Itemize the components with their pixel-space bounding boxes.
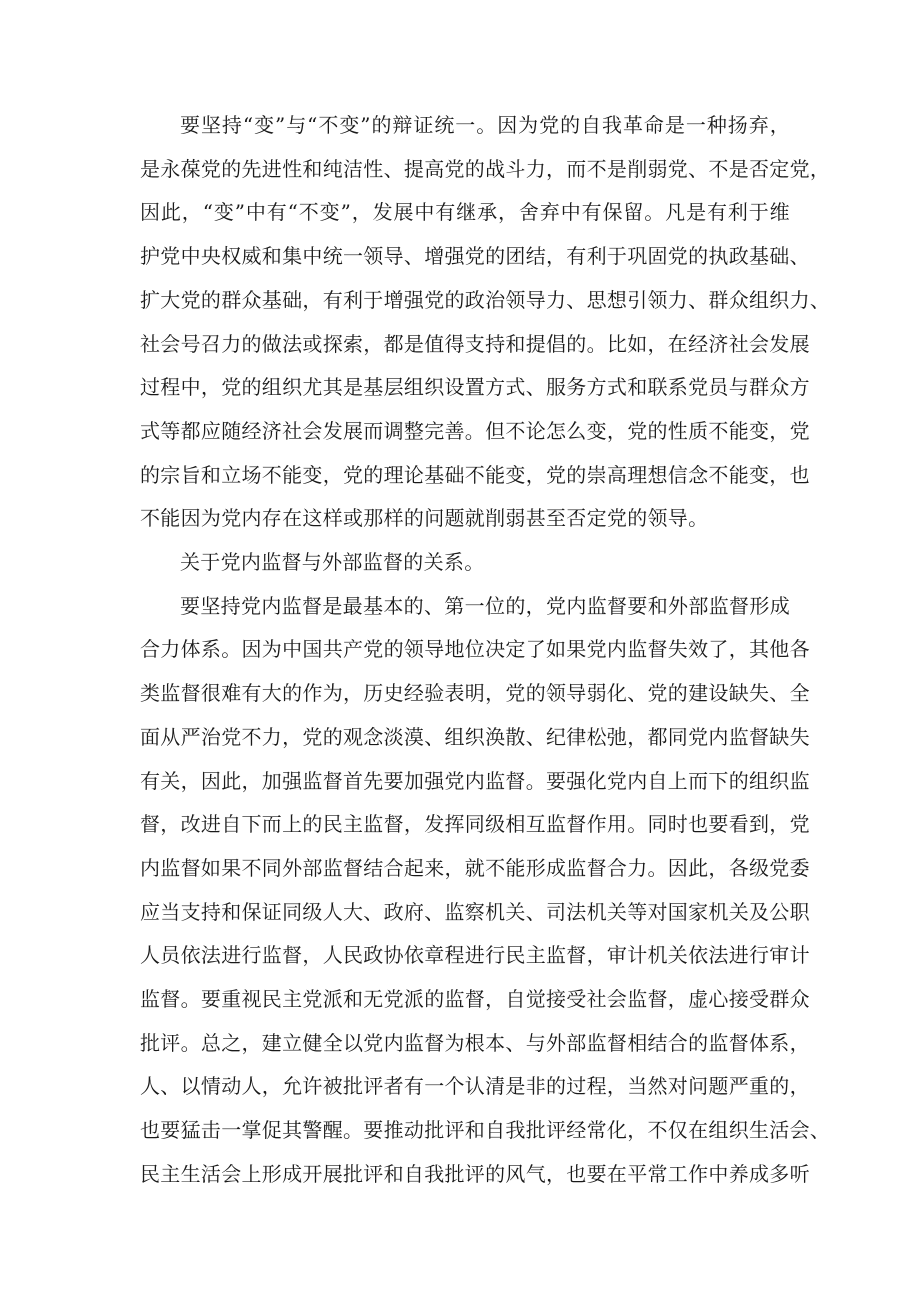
text-line: 民主生活会上形成开展批评和自我批评的风气，也要在平常工作中养成多听 [140, 1161, 810, 1186]
text-line: 监督。要重视民主党派和无党派的监督，自觉接受社会监督，虚心接受群众 [140, 987, 810, 1012]
paragraph-change-and-constancy [140, 104, 831, 541]
text-line: 扩大党的群众基础，有利于增强党的政治领导力、思想引领力、群众组织力、 [140, 287, 831, 312]
text-line: 类监督很难有大的作为，历史经验表明，党的领导弱化、党的建设缺失、全 [140, 681, 810, 706]
text-line: 人员依法进行监督，人民政协依章程进行民主监督，审计机关依法进行审计 [140, 943, 810, 968]
text-line: 是永葆党的先进性和纯洁性、提高党的战斗力，而不是削弱党、不是否定党， [140, 156, 831, 181]
text-line: 应当支持和保证同级人大、政府、监察机关、司法机关等对国家机关及公职 [140, 899, 810, 924]
text-line: 也要猛击一掌促其警醒。要推动批评和自我批评经常化，不仅在组织生活会、 [140, 1118, 831, 1143]
text-line: 内监督如果不同外部监督结合起来，就不能形成监督合力。因此，各级党委 [140, 855, 810, 880]
text-line: 过程中，党的组织尤其是基层组织设置方式、服务方式和联系党员与群众方 [140, 375, 810, 400]
text-line: 批评。总之，建立健全以党内监督为根本、与外部监督相结合的监督体系， [140, 1030, 810, 1055]
text-line: 不能因为党内存在这样或那样的问题就削弱甚至否定党的领导。 [140, 506, 709, 531]
text-line: 人、以情动人，允许被批评者有一个认清是非的过程，当然对问题严重的， [140, 1074, 810, 1099]
text-line: 因此，“变”中有“不变”，发展中有继承，舍弃中有保留。凡是有利于维 [140, 200, 790, 225]
text-line: 面从严治党不力，党的观念淡漠、组织涣散、纪律松弛，都同党内监督缺失 [140, 724, 810, 749]
section-heading [140, 541, 790, 585]
text-line: 式等都应随经济社会发展而调整完善。但不论怎么变，党的性质不能变，党 [140, 418, 810, 443]
text-line: 督，改进自下而上的民主监督，发挥同级相互监督作用。同时也要看到，党 [140, 812, 810, 837]
text-line: 社会号召力的做法或探索，都是值得支持和提倡的。比如，在经济社会发展 [140, 331, 810, 356]
paragraph-internal-external-supervision [140, 585, 831, 1197]
document-body [140, 104, 831, 1197]
text-line: 合力体系。因为中国共产党的领导地位决定了如果党内监督失效了，其他各 [140, 637, 810, 662]
text-line: 的宗旨和立场不能变，党的理论基础不能变，党的崇高理想信念不能变，也 [140, 462, 810, 487]
text-line: 要坚持“变”与“不变”的辩证统一。因为党的自我革命是一种扬弃， [180, 113, 790, 137]
text-line: 关于党内监督与外部监督的关系。 [180, 550, 485, 575]
text-line: 要坚持党内监督是最基本的、第一位的，党内监督要和外部监督形成 [180, 593, 790, 618]
text-line: 护党中央权威和集中统一领导、增强党的团结，有利于巩固党的执政基础、 [140, 244, 810, 269]
text-line: 有关，因此，加强监督首先要加强党内监督。要强化党内自上而下的组织监 [140, 768, 810, 793]
